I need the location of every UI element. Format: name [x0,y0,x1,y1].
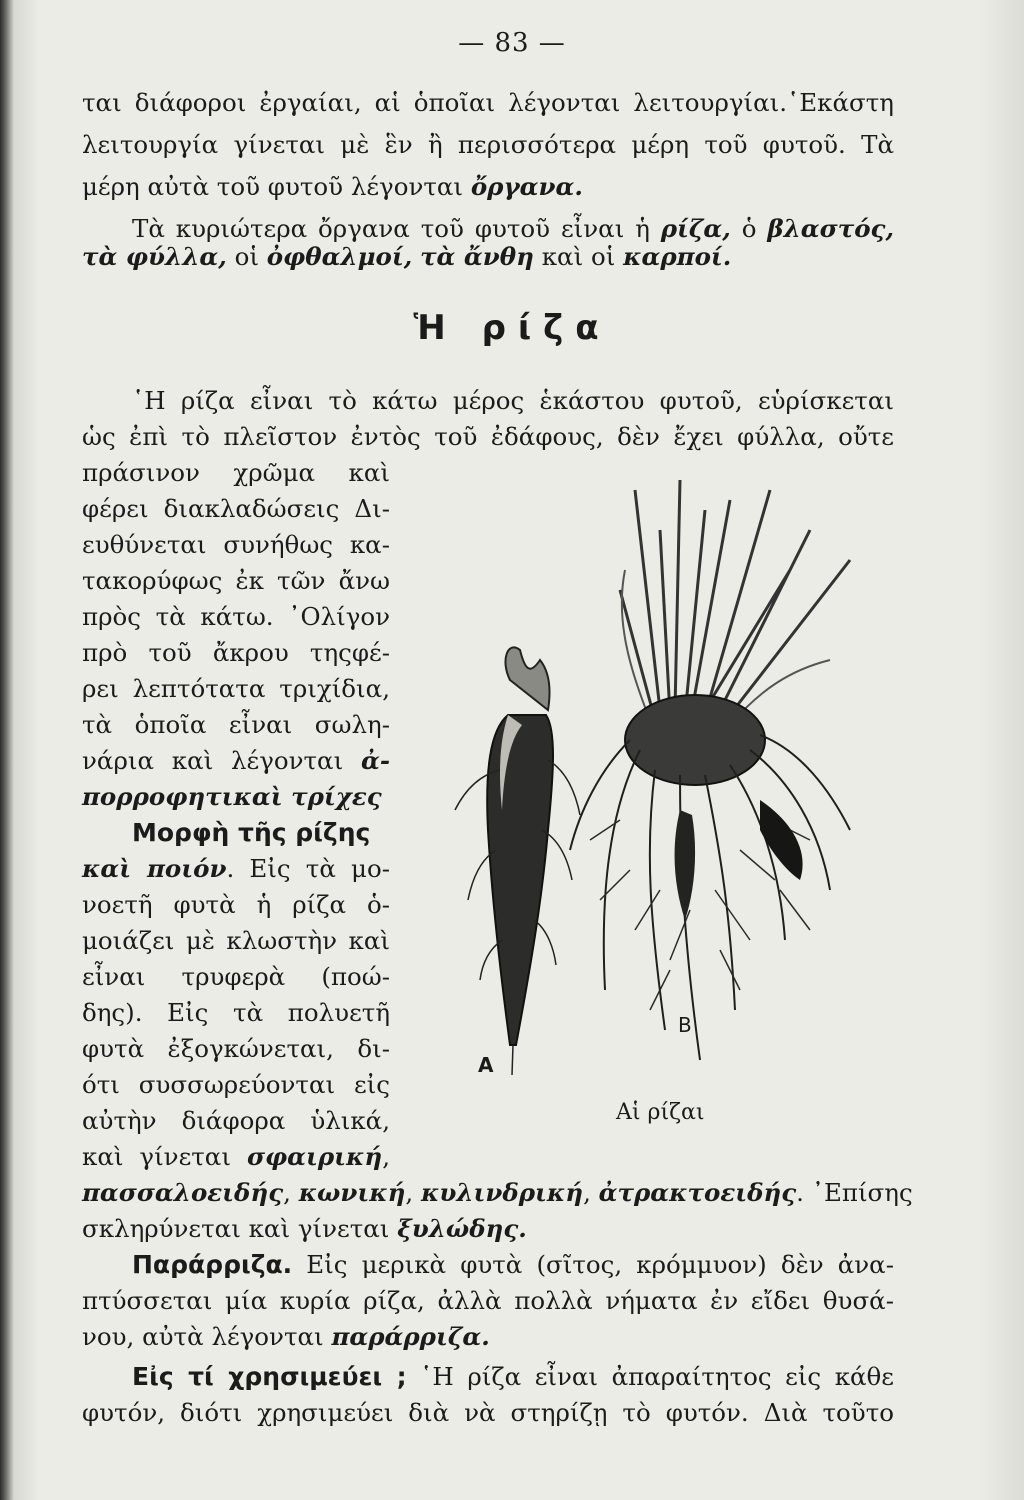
text-span: αὐτὴν διάφορα ὑλικά, [82,1106,390,1135]
text-line [82,636,390,670]
text-span: λειτουργία γίνεται μὲ ἓν ἢ περισσότερα μέρη τοῦ φυτοῦ. Τὰ [82,130,894,159]
section-heading: Ἡ ρίζα [413,308,611,348]
text-line [82,528,390,562]
text-line [82,600,390,634]
text-span: ρει λεπτότατα τριχίδια, [82,674,390,703]
text-span: , [583,1178,599,1207]
text-span: πτύσσεται μία κυρία ρίζα, ἀλλὰ πολλὰ νήματα ἐν εἴδει θυσά- [82,1286,894,1315]
text-span: . Εἰς τὰ μο- [226,854,390,883]
text-span: , [405,1178,421,1207]
fibrous-plant-b [570,480,850,1060]
roots-illustration [430,470,900,1090]
emphasis-term: κωνική [298,1178,406,1207]
text-span: ται διάφοροι ἐργαίαι, αἱ ὁποῖαι λέγονται λειτουργίαι.῾Εκάστη [82,88,894,117]
text-span: καὶ οἱ [533,242,624,271]
text-span: ῾Η ρίζα εἶναι τὸ κάτω μέρος ἑκάστου φυτοῦ, εὑρίσκεται [132,386,894,415]
text-span: ευθύνεται συνήθως κα- [82,530,390,559]
text-line [82,1212,894,1246]
emphasis-term: πασσαλοειδής [82,1178,284,1207]
text-line [82,86,894,120]
text-span [412,242,420,271]
text-line [82,960,390,994]
text-span: νοετῆ φυτὰ ἡ ρίζα ὁ- [82,890,390,919]
text-line [82,708,390,742]
emphasis-term: παράρριζα. [331,1322,490,1351]
text-span: σκληρύνεται καὶ γίνεται [82,1214,398,1243]
text-line [82,240,894,274]
text-span: , [283,1178,299,1207]
text-span: . ᾿Επίσης [796,1178,913,1207]
text-line [82,744,390,778]
text-span: πράσινον χρῶμα καὶ [82,458,390,487]
text-span: τακορύφως ἐκ τῶν ἄνω [82,566,390,595]
text-span: τὰ ὁποῖα εἶναι σωλη- [82,710,390,739]
subsection-title-text: Μορφὴ τῆς ρίζης [132,818,371,847]
text-span: ότι συσσωρεύονται εἰς [82,1070,390,1099]
text-span: οἱ [226,242,267,271]
page-number: — 83 — [458,28,566,58]
text-line [82,1176,913,1210]
subsection-title-text: Εἰς τί χρησιμεύει ; [132,1362,407,1391]
text-line [132,1248,894,1282]
text-line [82,1396,894,1430]
text-span: νάρια καὶ λέγονται [82,746,361,775]
text-span: ῾Η ρίζα εἶναι ἀπαραίτητος εἰς κάθε [406,1362,895,1391]
text-line [82,780,390,814]
text-line [82,1068,390,1102]
text-span: Τὰ κυριώτερα ὄργανα τοῦ φυτοῦ εἶναι ἡ [132,214,661,243]
emphasis-term: κυλινδρική [421,1178,584,1207]
subsection-title-text: Παράρριζα. [132,1250,293,1279]
text-line [132,1360,894,1394]
emphasis-term: σφαιρική [246,1142,383,1171]
text-line [82,888,390,922]
text-span: ὁ [730,214,768,243]
text-line [82,996,390,1030]
figure-label-b: B [678,1013,692,1037]
text-span: φυτὰ ἐξογκώνεται, δι- [82,1034,390,1063]
text-line [82,1140,390,1174]
text-line [82,924,390,958]
text-line [82,128,894,162]
text-span: φυτόν, διότι χρησιμεύει διὰ νὰ στηρίζῃ τὸ φυτόν. Διὰ τοῦτο [82,1398,894,1427]
text-line [82,456,390,490]
emphasis-term: ἀτρακτοειδής [598,1178,797,1207]
text-span: Εἰς μερικὰ φυτὰ (σῖτος, κρόμμυον) δὲν ἀνα- [292,1250,894,1279]
text-span: , [382,1142,390,1171]
taproot-plant-a [455,647,580,1075]
emphasis-term: ὄργανα. [470,172,583,201]
text-span: μοιάζει μὲ κλωστὴν καὶ [82,926,390,955]
emphasis-term: ρίζα, [660,214,731,243]
emphasis-term: ἀ- [360,746,390,775]
figure-caption: Αἱ ρίζαι [616,1100,705,1125]
text-span: δης). Εἰς τὰ πολυετῆ [82,998,390,1027]
text-line [82,420,894,454]
emphasis-term: τὰ φύλλα, [82,242,227,271]
emphasis-term: καρποί. [623,242,732,271]
text-line [82,1320,894,1354]
emphasis-term: ξυλώδης. [397,1214,527,1243]
text-line [82,492,390,526]
emphasis-term: καὶ ποιόν [82,854,227,883]
text-span: νου, αὐτὰ λέγονται [82,1322,332,1351]
text-line [82,564,390,598]
emphasis-term: βλαστός, [767,214,894,243]
text-span: πρὸς τὰ κάτω. ᾿Ολίγον [82,602,390,631]
text-line [82,1032,390,1066]
text-span: ὡς ἐπὶ τὸ πλεῖστον ἐντὸς τοῦ ἐδάφους, δὲν ἔχει φύλλα, οὔτε [82,422,894,451]
text-line [82,170,894,204]
text-line [82,852,390,886]
text-line [132,384,894,418]
text-span: πρὸ τοῦ ἄκρου τηςφέ- [82,638,390,667]
subsection-title [132,816,390,850]
text-span: μέρη αὐτὰ τοῦ φυτοῦ λέγονται [82,172,471,201]
text-span: καὶ γίνεται [82,1142,247,1171]
text-line [82,1284,894,1318]
emphasis-term: ὀφθαλμοί, [266,242,413,271]
emphasis-term: πορροφητικαὶ τρίχες [82,782,382,811]
text-span: εἶναι τρυφερὰ (ποώ- [82,962,390,991]
text-line [82,672,390,706]
text-line [82,1104,390,1138]
figure-label-a: A [478,1053,494,1077]
text-span: φέρει διακλαδώσεις Δι- [82,494,390,523]
emphasis-term: τὰ ἄνθη [420,242,534,271]
